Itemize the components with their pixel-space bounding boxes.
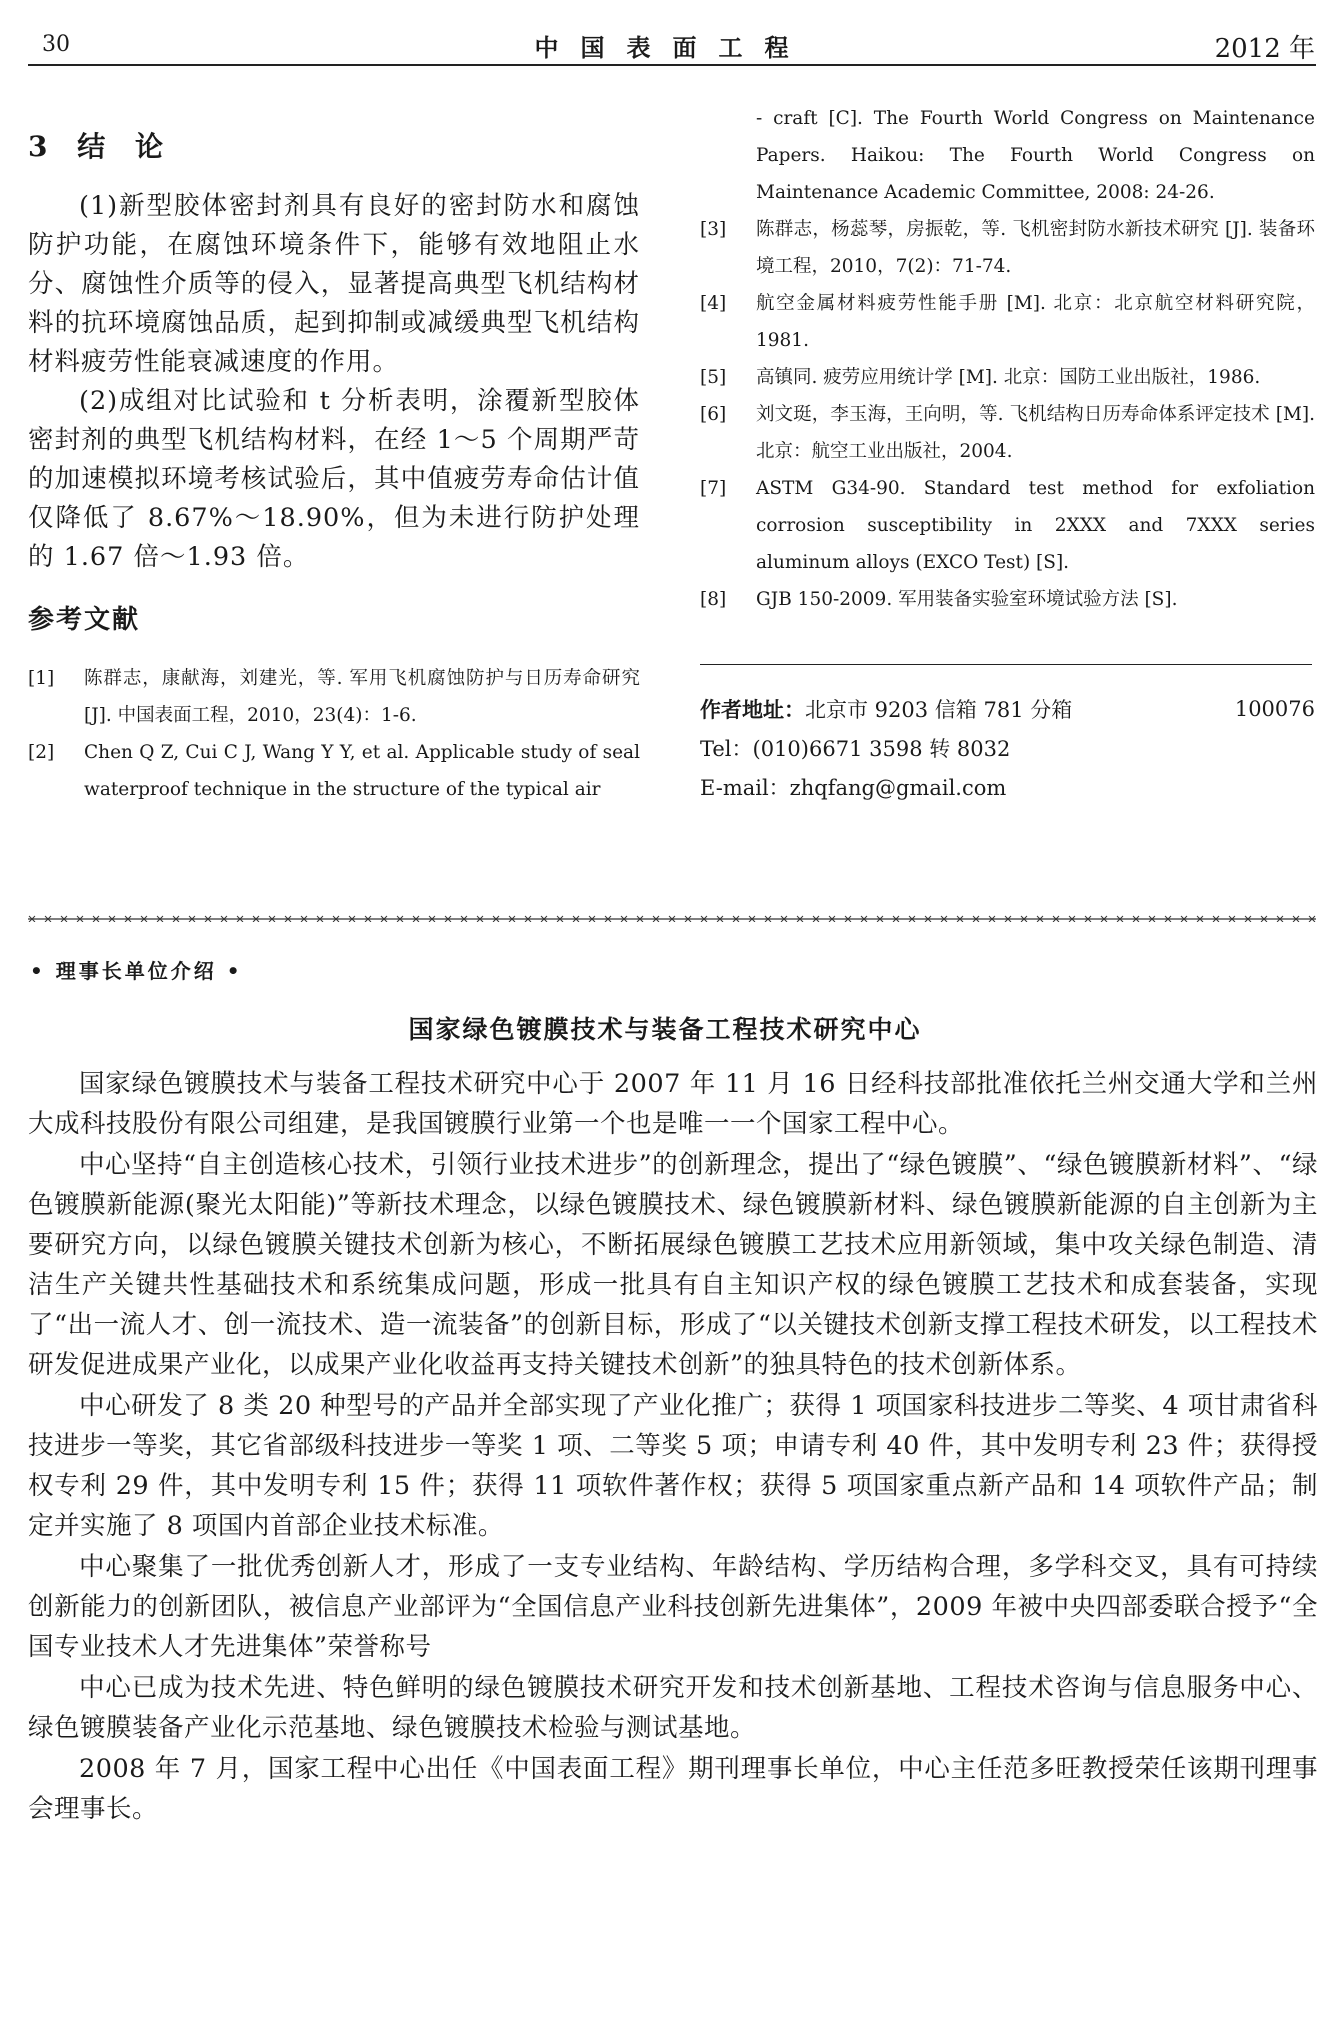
- page-number: 30: [42, 32, 70, 57]
- reference-text: ASTM G34-90. Standard test method for exfoliation corrosion susceptibility in 2XXX and 7XXX series aluminum alloys (EXCO Test) [S].: [756, 478, 1315, 573]
- reference-number: [3]: [700, 219, 727, 240]
- section-label: • 理事长单位介绍 •: [30, 959, 243, 983]
- address-label: 作者地址：: [700, 697, 805, 722]
- reference-item: [700, 211, 1315, 285]
- reference-text: 刘文珽，李玉海，王向明，等. 飞机结构日历寿命体系评定技术 [M]. 北京：航空工业出版社，2004.: [756, 404, 1315, 462]
- address-text: 北京市 9203 信箱 781 分箱: [805, 698, 1073, 722]
- conclusion-paragraph-1: (1)新型胶体密封剂具有良好的密封防水和腐蚀防护功能，在腐蚀环境条件下，能够有效地阻止水分、腐蚀性介质等的侵入，显著提高典型飞机结构材料的抗环境腐蚀品质，起到抑制或减缓典型飞机结构材料疲劳性能衰减速度的作用。: [28, 191, 640, 377]
- references-title: 参考文献: [28, 605, 141, 635]
- journal-name: 中国表面工程: [534, 33, 811, 62]
- reference-text: Chen Q Z, Cui C J, Wang Y Y, et al. Applicable study of seal waterproof technique in the structure of the typical air: [84, 742, 640, 800]
- year: 2012 年: [1214, 34, 1315, 64]
- reference-number: [8]: [700, 589, 727, 610]
- reference-number: [6]: [700, 404, 727, 425]
- reference-item: [700, 396, 1315, 470]
- reference-item: [700, 470, 1315, 581]
- address-row: [700, 690, 1315, 730]
- intro-paragraph-2: 中心坚持“自主创造核心技术，引领行业技术进步”的创新理念，提出了“绿色镀膜”、“绿色镀膜新材料”、“绿色镀膜新能源(聚光太阳能)”等新技术理念，以绿色镀膜技术、绿色镀膜新材料、绿色镀膜新能源的自主创新为主要研究方向，以绿色镀膜关键技术创新为核心，不断拓展绿色镀膜工艺技术应用新领域，集中攻关绿色制造、清洁生产关键共性基础技术和系统集成问题，形成一批具有自主知识产权的绿色镀膜工艺技术和成套装备，实现了“出一流人才、创一流技术、造一流装备”的创新目标，形成了“以关键技术创新支撑工程技术研发，以工程技术研发促进成果产业化，以成果产业化收益再支持关键技术创新”的独具特色的技术创新体系。: [28, 1150, 1318, 1380]
- intro-body: [28, 1064, 1318, 1830]
- right-column: [700, 100, 1315, 618]
- intro-paragraph-3: 中心研发了 8 类 20 种型号的产品并全部实现了产业化推广；获得 1 项国家科技进步二等奖、4 项甘肃省科技进步一等奖，其它省部级科技进步一等奖 1 项、二等奖 5 项；申请专利 40 件，其中发明专利 23 件；获得授权专利 29 件，其中发明专利 15 件；获得 11 项软件著作权；获得 5 项国家重点新产品和 14 项软件产品；制定并实施了 8 项国内首部企业技术标准。: [28, 1391, 1318, 1541]
- reference-item: [700, 285, 1315, 359]
- reference-text: - craft [C]. The Fourth World Congress on Maintenance Papers. Haikou: The Fourth World Congress on Maintenance Academic Committee, 2008: 24-26.: [756, 108, 1315, 203]
- decorative-divider: [28, 910, 1316, 922]
- intro-paragraph-1: 国家绿色镀膜技术与装备工程技术研究中心于 2007 年 11 月 16 日经科技部批准依托兰州交通大学和兰州大成科技股份有限公司组建，是我国镀膜行业第一个也是唯一一个国家工程中心。: [28, 1069, 1318, 1139]
- telephone: Tel：(010)6671 3598 转 8032: [700, 737, 1011, 761]
- postcode: 100076: [1234, 697, 1315, 721]
- divider-pattern: [28, 913, 1316, 922]
- reference-item: [28, 734, 640, 808]
- reference-continuation: [700, 100, 1315, 211]
- running-header: [30, 26, 1315, 66]
- reference-item: [700, 581, 1315, 618]
- reference-number: [7]: [700, 478, 727, 499]
- reference-number: [1]: [28, 668, 55, 689]
- intro-paragraph-4: 中心聚集了一批优秀创新人才，形成了一支专业结构、年龄结构、学历结构合理，多学科交叉，具有可持续创新能力的创新团队，被信息产业部评为“全国信息产业科技创新先进集体”，2009 年被中央四部委联合授予“全国专业技术人才先进集体”荣誉称号: [28, 1552, 1318, 1662]
- reference-item: [28, 660, 640, 734]
- email: E-mail：zhqfang@gmail.com: [700, 776, 1007, 800]
- reference-text: 高镇同. 疲劳应用统计学 [M]. 北京：国防工业出版社，1986.: [756, 367, 1261, 388]
- intro-paragraph-5: 中心已成为技术先进、特色鲜明的绿色镀膜技术研究开发和技术创新基地、工程技术咨询与信息服务中心、绿色镀膜装备产业化示范基地、绿色镀膜技术检验与测试基地。: [28, 1673, 1318, 1743]
- reference-number: [4]: [700, 293, 727, 314]
- author-info: [700, 690, 1315, 808]
- reference-text: 陈群志，康献海，刘建光，等. 军用飞机腐蚀防护与日历寿命研究 [J]. 中国表面工程，2010，23(4)：1-6.: [84, 668, 640, 726]
- section-title: 3 结 论: [28, 130, 173, 163]
- header-rule: [28, 64, 1316, 66]
- author-rule: [700, 664, 1312, 665]
- reference-text: 航空金属材料疲劳性能手册 [M]. 北京：北京航空材料研究院，1981.: [756, 293, 1315, 351]
- intro-title: 国家绿色镀膜技术与装备工程技术研究中心: [408, 1015, 922, 1044]
- left-column: [28, 115, 640, 808]
- intro-paragraph-6: 2008 年 7 月，国家工程中心出任《中国表面工程》期刊理事长单位，中心主任范多旺教授荣任该期刊理事会理事长。: [28, 1754, 1318, 1824]
- reference-text: GJB 150-2009. 军用装备实验室环境试验方法 [S].: [756, 589, 1178, 610]
- reference-text: 陈群志，杨蕊琴，房振乾，等. 飞机密封防水新技术研究 [J]. 装备环境工程，2010，7(2)：71-74.: [756, 219, 1315, 277]
- reference-item: [700, 359, 1315, 396]
- reference-number: [5]: [700, 367, 727, 388]
- reference-number: [2]: [28, 742, 55, 763]
- conclusion-paragraph-2: (2)成组对比试验和 t 分析表明，涂覆新型胶体密封剂的典型飞机结构材料，在经 1～5 个周期严苛的加速模拟环境考核试验后，其中值疲劳寿命估计值仅降低了 8.67%～18.90%，但为未进行防护处理的 1.67 倍～1.93 倍。: [28, 386, 640, 572]
